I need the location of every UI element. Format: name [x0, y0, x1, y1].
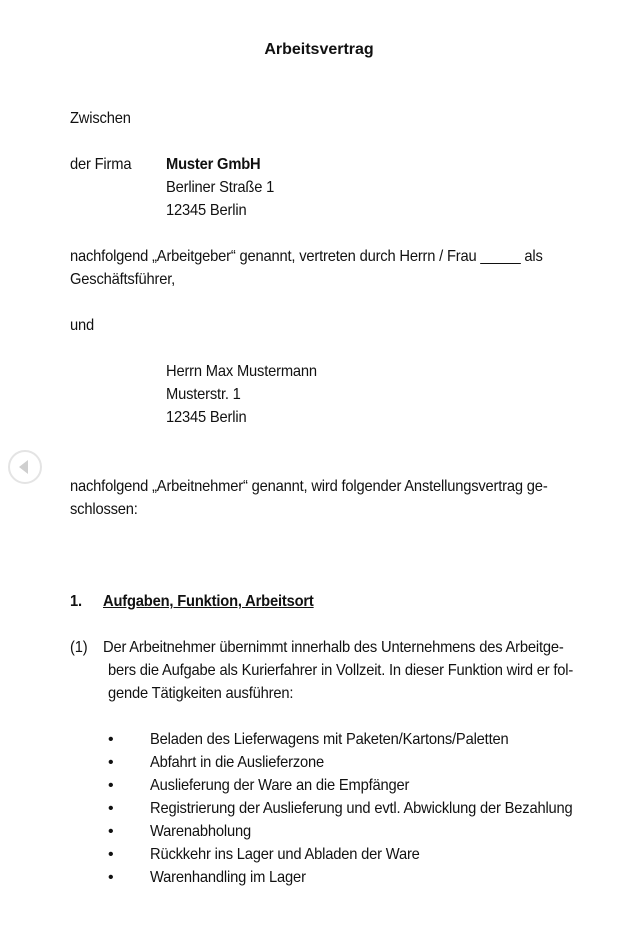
paragraph-line3: gende Tätigkeiten ausführen:	[108, 685, 294, 702]
paragraph-line1: Der Arbeitnehmer übernimmt innerhalb des Unternehmens des Arbeitge-	[103, 639, 564, 656]
und-text: und	[70, 317, 95, 334]
document-title: Arbeitsvertrag	[264, 41, 374, 58]
employee-city: 12345 Berlin	[166, 409, 247, 426]
employee-clause-line1: nachfolgend „Arbeitnehmer“ genannt, wird folgender Anstellungsvertrag ge-	[70, 478, 548, 495]
paragraph-line2: bers die Aufgabe als Kurierfahrer in Vollzeit. In dieser Funktion wird er fol-	[108, 662, 574, 679]
bullet-icon: •	[108, 869, 114, 886]
employee-street: Musterstr. 1	[166, 386, 241, 403]
employer-clause-line2: Geschäftsführer,	[70, 271, 176, 288]
bullet-icon: •	[108, 777, 114, 794]
bullet-icon: •	[108, 800, 114, 817]
bullet-icon: •	[108, 754, 114, 771]
section-heading: Aufgaben, Funktion, Arbeitsort	[103, 593, 314, 610]
list-item: Abfahrt in die Auslieferzone	[150, 754, 325, 771]
firma-label: der Firma	[70, 156, 132, 173]
list-item: Warenhandling im Lager	[150, 869, 306, 886]
employer-clause-line1: nachfolgend „Arbeitgeber“ genannt, vertreten durch Herrn / Frau _____ als	[70, 248, 543, 265]
list-item: Auslieferung der Ware an die Empfänger	[150, 777, 410, 794]
list-item: Registrierung der Auslieferung und evtl. Abwicklung der Bezahlung	[150, 800, 573, 817]
employee-name: Herrn Max Mustermann	[166, 363, 317, 380]
bullet-icon: •	[108, 846, 114, 863]
list-item: Beladen des Lieferwagens mit Paketen/Kartons/Paletten	[150, 731, 509, 748]
list-item: Warenabholung	[150, 823, 251, 840]
section-number: 1.	[70, 593, 82, 610]
employer-name: Muster GmbH	[166, 156, 261, 173]
employer-city: 12345 Berlin	[166, 202, 247, 219]
previous-page-button[interactable]	[8, 450, 42, 484]
bullet-icon: •	[108, 823, 114, 840]
paragraph-number: (1)	[70, 639, 88, 656]
employee-clause-line2: schlossen:	[70, 501, 138, 518]
employer-street: Berliner Straße 1	[166, 179, 275, 196]
list-item: Rückkehr ins Lager und Abladen der Ware	[150, 846, 420, 863]
chevron-left-icon	[10, 452, 40, 482]
bullet-icon: •	[108, 731, 114, 748]
zwischen-text: Zwischen	[70, 110, 131, 127]
